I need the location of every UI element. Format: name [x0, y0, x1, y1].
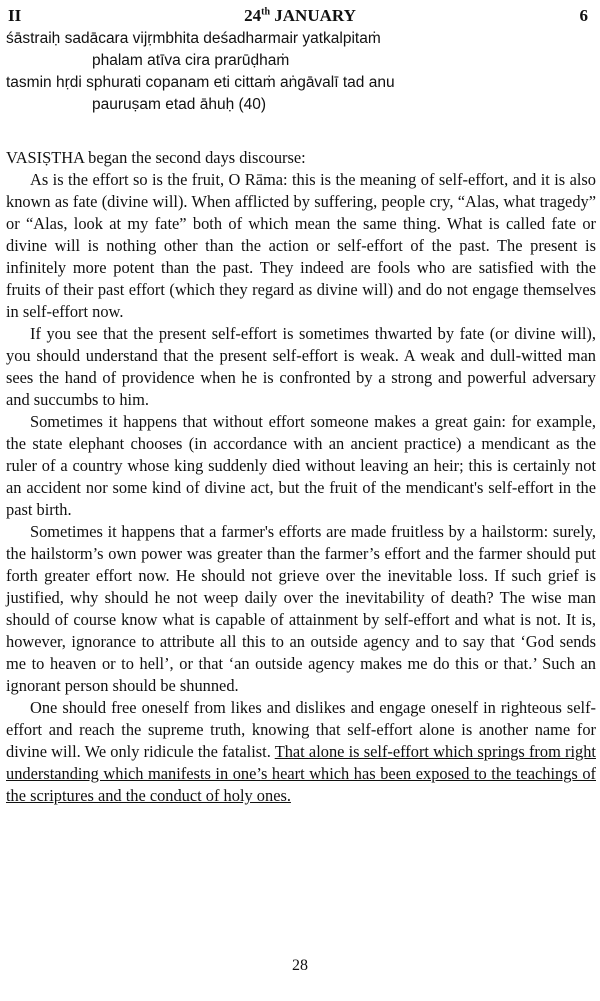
part-number: II	[8, 6, 22, 25]
discourse-text	[6, 147, 596, 807]
sanskrit-verse	[6, 28, 596, 116]
page-header	[6, 6, 594, 28]
title-day-suffix: th	[261, 6, 271, 18]
page-title	[6, 6, 594, 26]
title-month: JANUARY	[274, 6, 356, 25]
page-number: 28	[292, 957, 308, 974]
paragraph-self-effort-plain: One should free oneself from likes and dislikes and engage oneself in righteous self-effort and reach the supreme truth, knowing that self-effort alone is another name for divine will. We only ridicule the fatalist.	[6, 698, 596, 761]
title-day: 24	[244, 6, 262, 25]
chapter-number: 6	[579, 6, 588, 25]
paragraph-intro: VASIṢTHA began the second days discourse:	[6, 148, 306, 167]
verse-line-1: śāstraiḥ sadācara vijṛmbhita deśadharmair yatkalpitaṁ	[6, 30, 381, 47]
paragraph-mendicant: Sometimes it happens that without effort someone makes a great gain: for example, the state elephant chooses (in accordance with an ancient practice) a mendicant as the ruler of a country whose king suddenly died without leaving an heir; this is certainly not an accident nor some kind of divine act, but the fruit of the mendicant's self-effort in the past birth.	[6, 412, 596, 519]
verse-line-4: pauruṣam etad āhuḥ (40)	[92, 96, 267, 113]
paragraph-thwarted-effort: If you see that the present self-effort is sometimes thwarted by fate (or divine will), you should understand that the present self-effort is weak. A weak and dull-witted man sees the hand of providence when he is confronted by a strong and powerful adversary and succumbs to him.	[6, 324, 596, 409]
paragraph-effort-fruit: As is the effort so is the fruit, O Rāma: this is the meaning of self-effort, and it is also known as fate (divine will). When afflicted by suffering, people cry, “Alas, what tragedy” or “Alas, look at my fate” both of which mean the same thing. What is called fate or divine will is nothing other than the action or self-effort of the past. The present is infinitely more potent than the past. They indeed are fools who are satisfied with the fruits of their past effort (which they regard as divine will) and do not engage themselves in self-effort now.	[6, 170, 596, 321]
paragraph-self-effort	[6, 697, 596, 807]
underlined-passage: That alone is self-effort which springs from right understanding which manifests in one’s heart which has been exposed to the teachings of the scriptures and the conduct of holy ones.	[6, 742, 596, 805]
paragraph-farmer: Sometimes it happens that a farmer's efforts are made fruitless by a hailstorm: surely, the hailstorm’s own power was greater than the farmer’s effort and the farmer should put forth greater effort now. He should not grieve over the inevitable loss. If such grief is justified, why should he not weep daily over the inevitability of death? The wise man should of course know what is capable of attainment by self-effort and what is not. It is, however, ignorance to attribute all this to an outside agency and to say that ‘God sends me to heaven or to hell’, or that ‘an outside agency makes me do this or that.’ Such an ignorant person should be shunned.	[6, 522, 596, 695]
verse-line-2: phalam atīva cira prarūḍhaṁ	[92, 52, 290, 69]
verse-line-3: tasmin hṛdi sphurati copanam eti cittaṁ aṅgāvalī tad anu	[6, 74, 395, 91]
